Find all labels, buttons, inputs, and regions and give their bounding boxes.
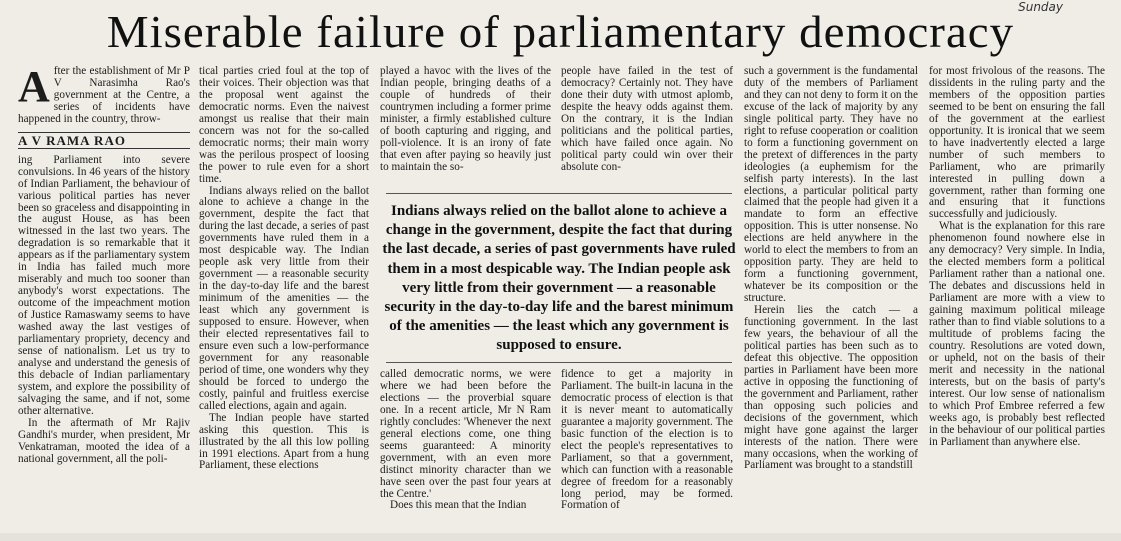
paragraph: Indians always relied on the ballot alone to achieve a change in the government, despite the fact that during the last decade, a series of past governments have ruled them in a most despicable way. The Indian people ask very little from their government — a reasonable security in the day-to-day life and the barest minimum of the amenities — the least which any government is supposed to ensure. However, when their elected representatives fail to ensure even such a low-performance government for any reasonable period of time, one wonders why they should be forced to undergo the costly, painful and fruitless exercise called elections, again and again. [199,184,369,412]
paragraph: played a havoc with the lives of the Indian people, bringing deaths of a couple of hundreds of their countrymen including a former prime minister, a firmly established culture of booth capturing and rigging, and poll-violence. It is an irony of fate that even after paying so heavily just to maintain the so- [380,66,551,173]
pull-quote: Indians always relied on the ballot alone to achieve a change in the government, despite the fact that during the last decade, a series of past governments have ruled them in a most despicable way. The Indian people ask very little from their government — a reasonable security in the day-to-day life and the barest minimum of the amenities — the least which any government is supposed to ensure. [382,203,736,354]
column-4-top [561,66,733,184]
paragraph: fidence to get a majority in Parliament. The built-in lacuna in the democratic process of election is that it is never meant to automatically guarantee a majority government. The basic function of the election is to elect the people's representatives to Parliament, so that a government, which can function with a reasonable degree of freedom for a reasonably long period, may be formed. Formation of [561,369,733,512]
handwritten-note: Sunday [1018,0,1063,14]
paragraph: people have failed in the test of democracy? Certainly not. They have done their duty with utmost aplomb, despite the heavy odds against them. On the contrary, it is the Indian politicians and the political parties, which have failed once again. No political party could win over their absolute con- [561,66,733,173]
paragraph: for most frivolous of the reasons. The dissidents in the ruling party and the members of the opposition parties seemed to be bent on ensuring the fall of the government at the earliest opportunity. It is ironical that we seem to have inadvertently elected a large number of such members to Parliament, who are primarily interested in pulling down a government, rather than forming one and ensuring that it functions successfully and judiciously. [929,66,1105,221]
paragraph: In the aftermath of Mr Rajiv Gandhi's murder, when president, Mr Venkatraman, mooted the idea of a national government, all the poli- [18,416,190,465]
paragraph: called democratic norms, we were where we had been before the elections — the proverbial square one. In a recent article, Mr N Ram rightly concludes: 'Whenever the next general elections come, one thing seems guaranteed: A minority government, with an even more distinct minority character than we have seen over the past four years at the Centre.' [380,369,551,500]
paragraph: ing Parliament into severe convulsions. In 46 years of the history of Indian Parliament, the behaviour of various political parties has never been so graceless and disappointing in the august House, as has been witnessed in the last two years. The degradation is so remarkable that it appears as if the parliamentary system in India has failed much more miserably and much too sooner than anybody's worst expectations. The outcome of the impeachment motion of Justice Ramaswamy seems to have washed away the last vestiges of parliamentary propriety, decency and sense of nationalism. Let us try to analyse and understand the genesis of this debacle of Indian parliamentary system, and explore the possibility of salvaging the same, and if not, some other alternative. [18,153,190,417]
column-1 [18,66,190,536]
paragraph: Does this mean that the Indian [390,499,527,512]
drop-cap: A [18,66,50,111]
paragraph: tical parties cried foul at the top of their voices. Their objection was that the proposal went against the democratic norms. Even the naivest amongst us realise that their main concern was not for the so-called democratic norms; their main worry was the perilous prospect of loosing the power to rule even for a short time. [199,66,369,185]
column-4-bottom [561,369,733,534]
paragraph: What is the explanation for this rare phenomenon found nowhere else in any democracy? Very simple. In India, the elected members form a political Parliament rather than a national one. The debates and discussions held in Parliament are more with a view to gaining maximum political mileage rather than to find viable solutions to a multitude of problems facing the country. Resolutions are voted down, or upheld, not on the basis of their merit and necessity in the national interests, but on the basis of party's interest. Our low sense of nationalism to which Prof Embree referred a few weeks ago, is probably best reflected in the behaviour of our political parties in Parliament than anywhere else. [929,220,1105,448]
column-5 [744,66,918,536]
intro-paragraph: fter the establishment of Mr P V Narasimha Rao's government at the Centre, a series of incidents have happened in the country, throw- [18,66,190,125]
headline: Miserable failure of parliamentary democracy [106,6,1015,57]
byline: A V RAMA RAO [18,132,190,149]
column-3-bottom [380,369,551,534]
column-6 [929,66,1105,536]
column-3-top [380,66,551,184]
paragraph: The Indian people have started asking this question. This is illustrated by the all this low polling in 1991 elections. Apart from a hung Parliament, these elections [199,411,369,472]
pull-quote-bottom-rule [386,362,732,363]
page-bottom-edge [0,533,1121,541]
paragraph: Herein lies the catch — a functioning government. In the last few years, the behaviour of all the political parties has been such as to defeat this objective. The opposition parties in Parliament have been more active in opposing the functioning of the government and Parliament, rather than opposing such policies and decisions of the government, which might have gone against the larger interests of the nation. There were many occasions, when the working of Parliament was brought to a standstill [744,304,918,472]
paragraph: such a government is the fundamental duty of the members of Parliament and they can not deny to form it on the excuse of the lack of majority by any single political party. They have no right to refuse cooperation or coalition to form a functioning government on the pretext of differences in the party ideologies (a euphemism for the selfish party interests). In the last elections, a particular political party claimed that the people had given it a mandate to form an effective opposition. This is utter nonsense. No elections are held anywhere in the world to elect the members to from an opposition party. They are held to form a functioning government, whatever be its composition or the structure. [744,66,918,305]
pull-quote-top-rule [386,193,732,194]
column-2 [199,66,369,536]
